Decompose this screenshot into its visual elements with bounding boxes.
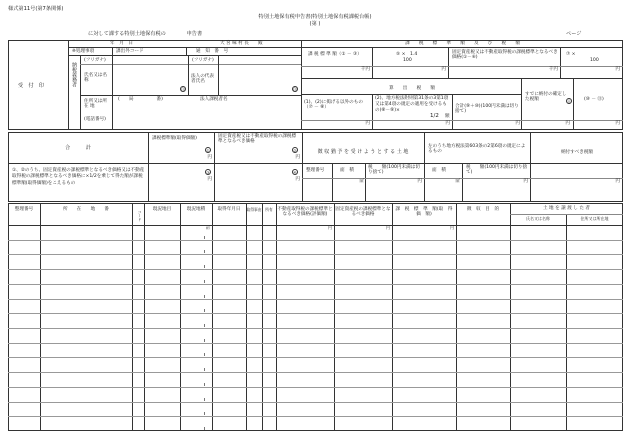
sum-sqm-1: ㎡ (359, 179, 364, 184)
date-label: 年 月 日 (110, 41, 133, 46)
already-paid: すでに納付の確定した税額 (525, 92, 567, 103)
notice-no-label: 通 知 番 号 (196, 49, 229, 54)
area-tick (204, 309, 205, 312)
table-row[interactable] (8, 402, 623, 418)
table-row[interactable] (8, 254, 623, 270)
sum-unit-3: 円 (207, 177, 212, 182)
table-row[interactable] (8, 313, 623, 329)
summary-block (8, 132, 623, 202)
reception-stamp-label: 受 付 印 (18, 83, 44, 89)
std-amount-label: 課 税 標 準 額（① － ③） (308, 52, 362, 57)
table-row[interactable] (8, 372, 623, 388)
furigana-1: (フリガナ) (84, 58, 106, 63)
gokei-label: 合 計 (65, 145, 91, 151)
col-acq-tax-base-header: 不動産取得税の課税標準となるべき価格(評価額) (277, 207, 333, 217)
rate5-den: 100 (403, 58, 412, 63)
col-location-header: 所 在 地 番 (63, 207, 109, 212)
row-unit-yen: 円 (386, 225, 390, 230)
table-row[interactable] (8, 328, 623, 344)
col-purpose-header: 徴 収 目 的 (466, 207, 500, 212)
deduct-unit-4: 円 (565, 121, 570, 126)
deduct-unit-3: 円 (515, 121, 520, 126)
area-tick (204, 324, 205, 327)
rate7-den: 100 (590, 58, 599, 63)
paid-tax-label: 納付すべき税額 (560, 150, 594, 155)
area-tick (204, 427, 205, 430)
addressed-line: に対して課する特別土地保有税の 申告書 (88, 31, 203, 37)
unit-yen-1: 円 (441, 67, 446, 72)
taxpayer-text: 納税義務者 (71, 62, 77, 87)
name-label: 氏名又は名 称 (84, 73, 112, 84)
unit-thousand-2: 千円 (548, 67, 558, 72)
rep-name-input[interactable] (219, 65, 299, 85)
transferor-name-header: 氏名又は名称 (526, 216, 550, 221)
table-row[interactable] (8, 387, 623, 403)
area-tick (204, 280, 205, 283)
col-transferor-header: 土 地 を 譲 渡 し た 者 (543, 206, 590, 211)
area-tick (204, 368, 205, 371)
row-unit-sqm: ㎡ (206, 225, 210, 230)
sum-unit-1: 円 (207, 155, 212, 160)
tax-std-header: 課 税 標 準 額 及 び 税 額 (405, 41, 520, 46)
deduct-unit-2: 円 (445, 121, 450, 126)
c4: ④ (293, 170, 297, 175)
tax-amount2-label: 税 額(100円未満は切り捨て) (466, 165, 528, 176)
processing-label: ※処理事項 (72, 49, 95, 54)
row-unit-yen: 円 (450, 225, 454, 230)
area-tick (204, 295, 205, 298)
area-tick (204, 398, 205, 401)
sum-yen-7: 円 (615, 179, 620, 184)
phone-paren: ( 局 番) (118, 97, 163, 102)
area-tick (204, 236, 205, 239)
sum-unit-2: 円 (295, 155, 300, 160)
taxpayer-label (70, 62, 80, 126)
col-own-header: 所有 (265, 207, 273, 212)
deduct-half: 1/2 (430, 113, 439, 119)
name-input[interactable] (113, 65, 187, 85)
row-unit-yen: 円 (328, 225, 332, 230)
table-row[interactable] (8, 284, 623, 300)
unit-yen-2: 円 (615, 67, 620, 72)
rate5-label: ⑤ × 1.4 (396, 52, 418, 57)
seal-mark-1: 印 (181, 87, 185, 92)
table-row[interactable] (8, 416, 623, 432)
table-row[interactable] (8, 357, 623, 373)
area-tick (204, 412, 205, 415)
area-tick (204, 250, 205, 253)
tax-amount-label: 税 額(100円未満は切り捨て) (368, 165, 420, 176)
address-label: 住所又は所 在 地 (84, 99, 107, 110)
col-land-use-header: 現況地目 (152, 207, 172, 212)
form-title-sub: (第 ) (309, 21, 321, 27)
table-row[interactable] (8, 343, 623, 359)
deduct-unit-5: 円 (615, 121, 620, 126)
deduct-total: 合計(⑨＋⑩)(100円未満は切り捨て) (455, 104, 519, 115)
sum-yen-5: 円 (417, 179, 422, 184)
deduct-item2: (2)、地方税法附則第31条の3第1項又は第4項の規定の適用を受けるもの(⑧－⑨)× (375, 96, 449, 113)
sum-unit-4: 円 (295, 177, 300, 182)
rep-name-label: 法人の代表者氏名 (191, 74, 214, 85)
address-input[interactable] (113, 104, 299, 118)
exemption-label: 左のうち地方税法第603条の2第6項の規定によるもの (428, 144, 526, 155)
fixed-std2-label: 固定資産税又は不動産取得税の課税標準となるべき価格 (218, 134, 297, 145)
c1: ① (206, 148, 210, 153)
col-acq-date-header: 取得年月日 (217, 207, 241, 212)
note1: ①、②のうち、固定資産税の課税標準となるべき価格又は不動産取得税の課税標準となるべき価格に×1/2を乗じて得た額が課税標準額(取得価額)をこえるもの (12, 168, 145, 186)
furigana-2: (フリガナ) (192, 58, 214, 63)
fixed-std-label: 固定資産税又は不動産取得税の課税標準となるべき価格(①－⑥) (452, 50, 558, 61)
area-tick (204, 265, 205, 268)
land-header: 徴 収 猶 予 を 受 け よ う と す る 土 地 (317, 149, 409, 155)
sum-yen-6: 円 (523, 179, 528, 184)
ward-code-label: 課出外コード (116, 49, 144, 54)
col-tax-base-header: 課 税 標 準 額(取 得 価 額) (395, 207, 458, 217)
corp-no-label: 法人課税者名 (200, 97, 228, 102)
circle-11: ⑪ (567, 99, 571, 104)
deduct-amount: 額 (445, 114, 450, 119)
area2-label: 面 積 (432, 168, 446, 173)
sum-sqm-2: ㎡ (455, 179, 460, 184)
area-tick (204, 339, 205, 342)
deduct-header: 算 出 税 額 (389, 86, 435, 91)
seal-mark-2: 印 (293, 87, 297, 92)
form-title: 特別土地保有税申告書(特別土地保有税課税台帳) (258, 14, 372, 20)
std-acq-label: 課税標準額(取得価額) (152, 136, 197, 141)
rate7-label: ⑦ × (566, 52, 576, 57)
table-row[interactable] (8, 299, 623, 315)
area-label: 面 積 (340, 168, 354, 173)
col-code-header: コード (138, 210, 143, 222)
deduct-unit-1: 円 (365, 121, 370, 126)
table-row[interactable] (8, 240, 623, 256)
area-tick (204, 353, 205, 356)
approval-no: 整理番号 (306, 168, 325, 173)
c3: ③ (206, 170, 210, 175)
unit-thousand-1: 千円 (360, 67, 370, 72)
transferor-address-header: 住所又は所在地 (580, 216, 609, 221)
col-fixed-tax-base-header: 固定資産税の課税標準となるべき価格 (335, 207, 391, 217)
c2: ② (293, 148, 297, 153)
table-row[interactable] (8, 269, 623, 285)
col-no-header: 整理番号 (14, 207, 34, 212)
page-label: ページ (566, 31, 582, 37)
col-land-area-header: 現況地積 (186, 207, 206, 212)
diff-label: (⑩ － ⑪) (584, 97, 604, 102)
col-acq-reason-header: 取得事由 (246, 207, 262, 212)
deduct-item1: (1)、(2)に掲げる以外のもの（⑦ － ⑧） (304, 100, 363, 111)
mayor-label: 大 宮 味 村 長 殿 (220, 41, 263, 46)
phone-label: (電話番号) (84, 117, 106, 122)
form-number: 様式第11号(第7条関係) (8, 6, 64, 12)
area-tick (204, 383, 205, 386)
